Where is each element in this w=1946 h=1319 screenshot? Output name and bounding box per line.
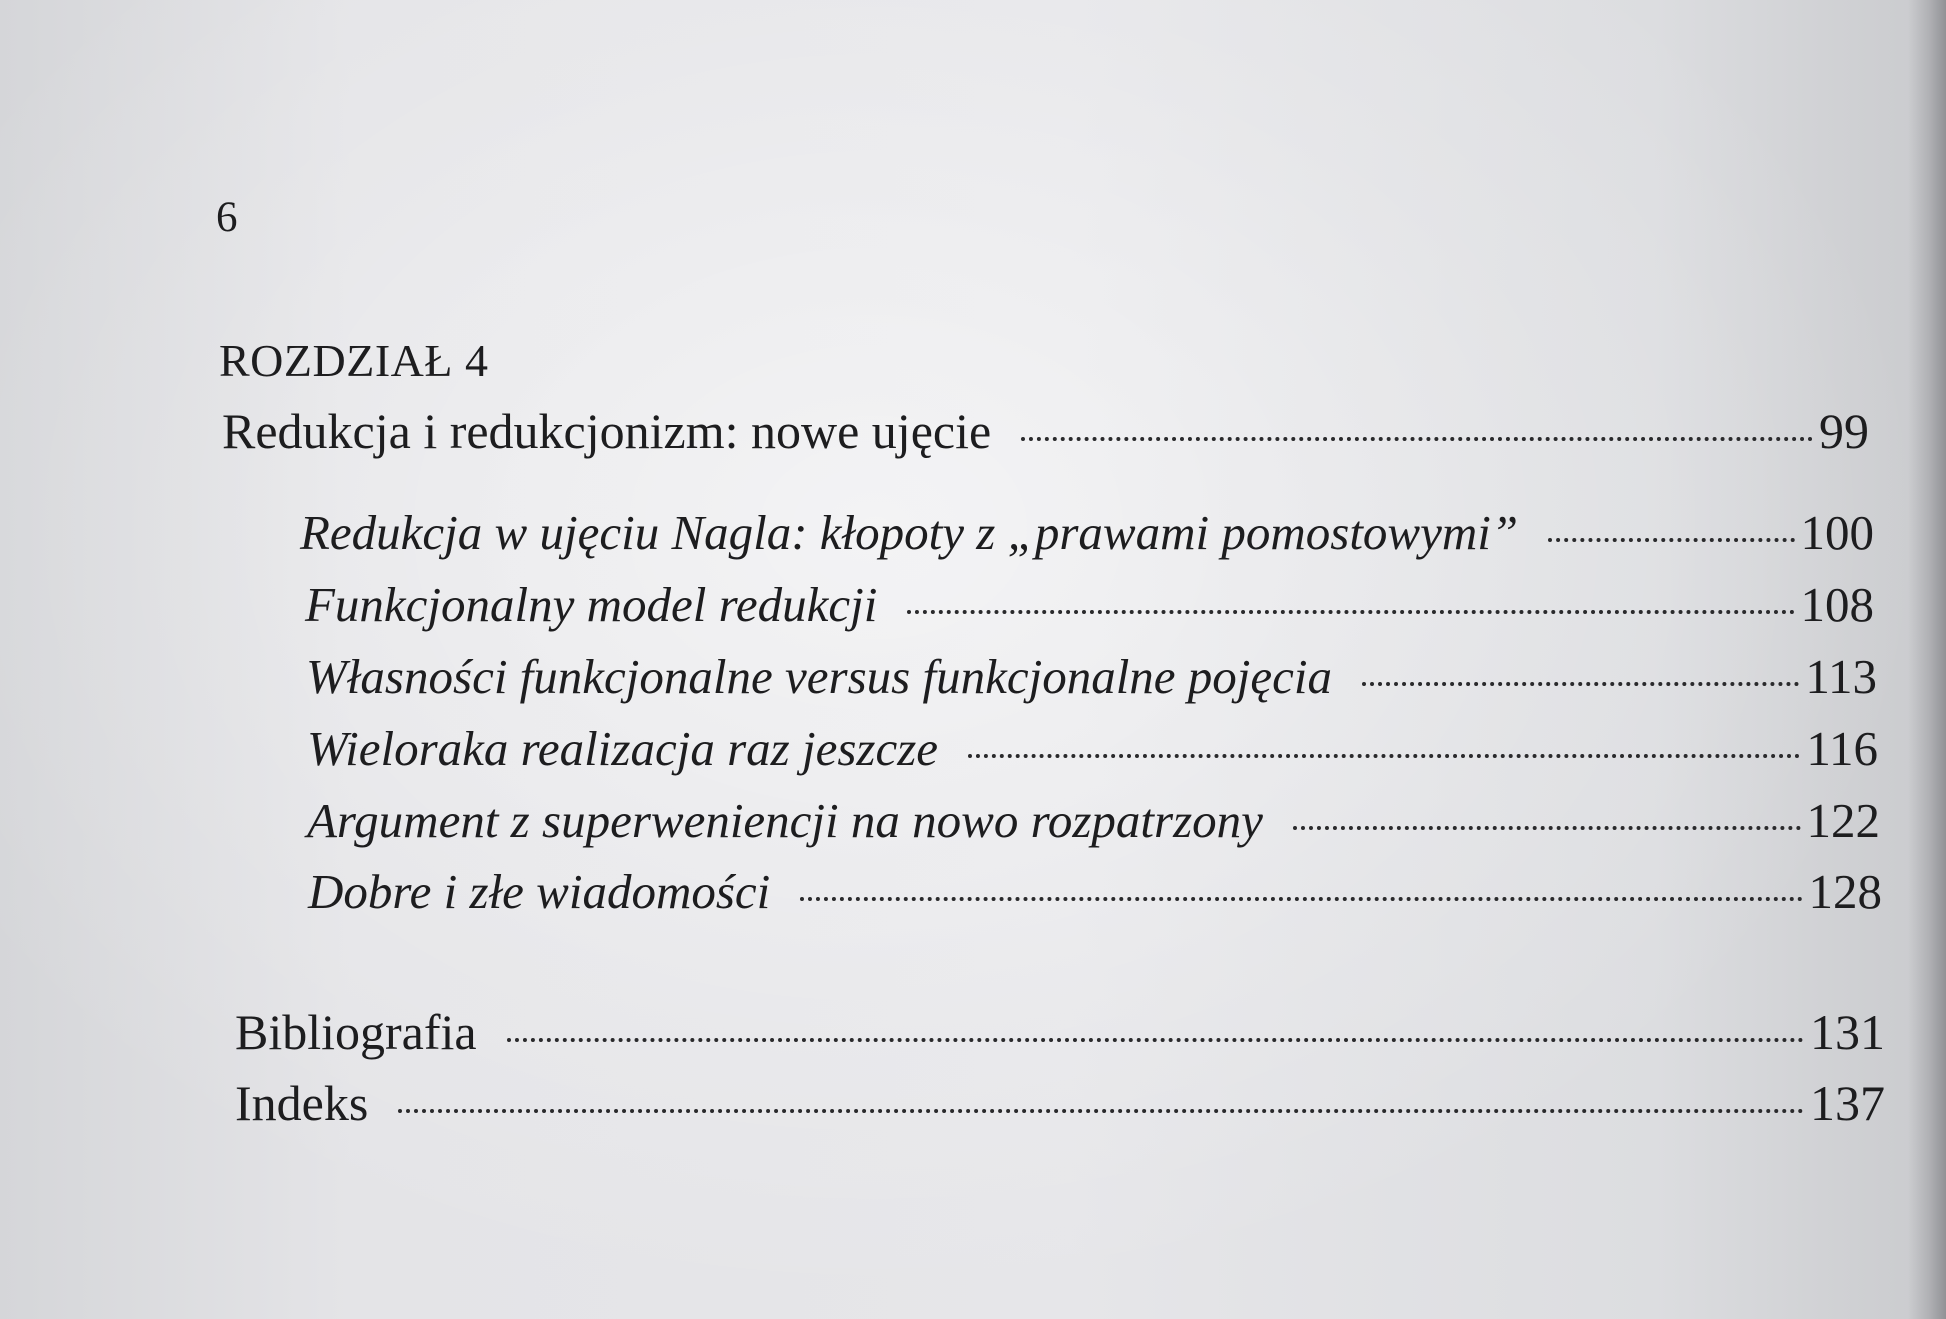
toc-entry-page: 100: [1800, 505, 1874, 560]
toc-entry-title: Indeks: [235, 1075, 369, 1131]
page-edge-shadow: [1908, 0, 1946, 1319]
toc-entry-page: 122: [1806, 793, 1880, 848]
toc-entry-page: 99: [1819, 403, 1869, 459]
toc-entry-title: Dobre i złe wiadomości: [308, 864, 771, 919]
toc-entry-section: [308, 864, 1882, 919]
dot-leader: [1362, 682, 1799, 686]
dot-leader: [800, 897, 1802, 901]
toc-entry-page: 128: [1808, 864, 1882, 919]
toc-entry-section: [307, 793, 1880, 848]
toc-entry-chapter: [222, 403, 1869, 459]
dot-leader: [398, 1109, 1804, 1113]
dot-leader: [1021, 437, 1813, 441]
toc-entry-title: Redukcja i redukcjonizm: nowe ujęcie: [222, 403, 992, 459]
toc-entry-page: 108: [1800, 577, 1874, 632]
dot-leader: [907, 610, 1794, 614]
dot-leader: [1293, 826, 1801, 830]
toc-entry-title: Bibliografia: [235, 1004, 477, 1060]
dot-leader: [507, 1038, 1804, 1042]
toc-entry-page: 137: [1810, 1075, 1885, 1131]
toc-entry-bibliography: [235, 1004, 1885, 1060]
toc-entry-page: 116: [1806, 721, 1878, 776]
toc-entry-section: [305, 577, 1874, 632]
dot-leader: [1548, 538, 1794, 542]
chapter-label: ROZDZIAŁ 4: [219, 335, 489, 386]
toc-entry-section: [307, 721, 1878, 776]
toc-entry-title: Wieloraka realizacja raz jeszcze: [307, 721, 939, 776]
toc-entry-title: Argument z superweniencji na nowo rozpatrzony: [307, 793, 1263, 848]
toc-entry-section: [300, 505, 1874, 560]
toc-entry-title: Własności funkcjonalne versus funkcjonalne pojęcia: [306, 649, 1333, 704]
toc-entry-section: [306, 649, 1877, 704]
toc-entry-index: [235, 1075, 1885, 1131]
toc-entry-title: Funkcjonalny model redukcji: [305, 577, 878, 632]
toc-entry-page: 113: [1805, 649, 1877, 704]
toc-entry-page: 131: [1810, 1004, 1885, 1060]
toc-entry-title: Redukcja w ujęciu Nagla: kłopoty z „prawami pomostowymi”: [300, 505, 1519, 560]
page-number: 6: [216, 194, 238, 241]
dot-leader: [968, 754, 1800, 758]
